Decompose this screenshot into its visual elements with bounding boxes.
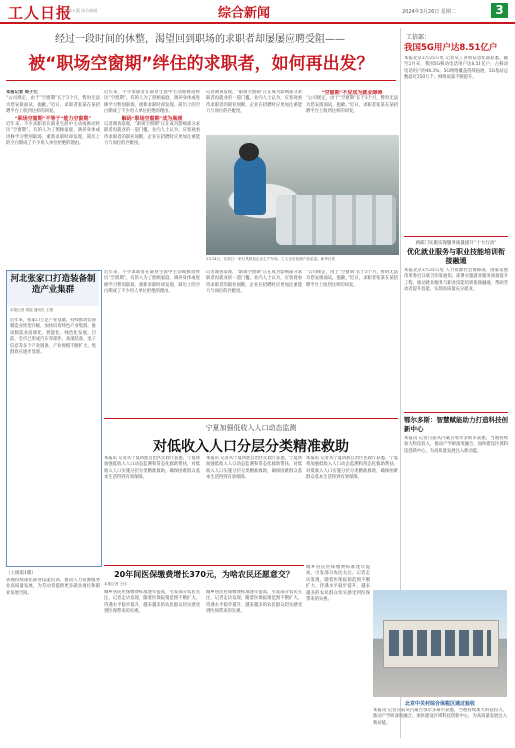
ningxia-column-1: 本报讯 记者从宁夏回族自治区民政厅获悉，宁夏将加强低收入人口动态监测和常态化救助帮扶，对低收入人口实施分层分类精准救助，确保困难群众基本生活得到有效保障。 xyxy=(104,456,200,481)
right-mid-headline: 优化就业服务与职业技能培训衔接融通 xyxy=(407,248,505,265)
factory-photo-caption: 3月24日，在浙江一家灯具制造企业生产车间，工人正在检测产品质量。新华社发 xyxy=(206,257,336,261)
bottom-left-headline: （上接第1版） xyxy=(6,571,36,576)
section-title: 综合新闻 xyxy=(218,6,271,21)
ningxia-column-2: 本报讯 记者从宁夏回族自治区民政厅获悉，宁夏将加强低收入人口动态监测和常态化救助帮扶，对低收入人口实施分层分类精准救助，确保困难群众基本生活得到有效保障。 xyxy=(206,456,302,481)
medicare-column-3: 城乡居民医保缴费标准逐年提高，引发部分农民关注。记者走访发现，随着医保报销范围不断扩大、待遇水平稳步提升，越来越多的农民群众切实感受到医保带来的实惠。 xyxy=(306,565,370,603)
building-photo-caption: 北京中关村综合保税区通过验收 xyxy=(404,701,475,707)
lead-byline: 本报记者 周子元 xyxy=(6,90,38,95)
lead-paragraph: “公司规定，由于“空窗期”长于3个月，暂时无法为您安排面试，抱歉。”近日，求职者张某在某招聘平台上收到这样的回复。 xyxy=(6,96,100,115)
ningxia-column-3: 本报讯 记者从宁夏回族自治区民政厅获悉，宁夏将加强低收入人口动态监测和常态化救助帮扶，对低收入人口实施分层分类精准救助，确保困难群众基本生活得到有效保障。 xyxy=(306,456,398,481)
logo-subtitle: 第五版 综合新闻 xyxy=(68,8,98,13)
lead-paragraph: 记者调查发现，“职场空窗期”正在成为影响部分求职者再就业的一道门槛。业内人士认为，应客观看待求职者的职业间断，企业在招聘时应更加注重能力与岗位的匹配度。 xyxy=(206,90,302,115)
building-photo-text: 本报讯 记者日前从内蒙古鄂尔多斯市获悉，当地持续加大科技投入，推动产学研深度融合，加快建设区域科技创新中心，为高质量发展注入新动能。 xyxy=(373,708,507,726)
lead-column-4 xyxy=(306,90,398,132)
lead-paragraph: 近年来，不少求职者在职业生涯中主动或被动经历“空窗期”。有的人为了照顾家庭、调养身体或进修学习暂别职场，重新求职时却发现，简历上的空白期成了不少用人单位拒绝的理由。 xyxy=(104,90,200,115)
lead-column-3 xyxy=(206,90,302,132)
hebei-byline: 本报记者 周振 通讯员 王娟 xyxy=(10,308,53,312)
right-divider-2 xyxy=(404,412,508,413)
worker-head xyxy=(239,143,259,161)
lead-continuation-1: 近年来，不少求职者在职业生涯中主动或被动经历“空窗期”。有的人为了照顾家庭、调养身体或进修学习暂别职场，重新求职时却发现，简历上的空白期成了不少用人单位拒绝的理由。 xyxy=(104,270,200,295)
lead-continuation-2: 记者调查发现，“职场空窗期”正在成为影响部分求职者再就业的一道门槛。业内人士认为，应客观看待求职者的职业间断，企业在招聘时应更加注重能力与岗位的匹配度。 xyxy=(206,270,302,295)
building-photo xyxy=(373,590,507,697)
lead-subheading: 解码“职场空窗期”成为瓶颈 xyxy=(121,115,183,122)
ningxia-headline: 对低收入人口分层分类精准救助 xyxy=(153,439,349,455)
lead-column-1 xyxy=(6,90,100,260)
bottom-left-text: 各地持续深化职业技能培训，推动人力资源服务业高质量发展，为劳动者提供更多就业岗位和职业发展空间。 xyxy=(6,578,100,596)
right-top-tag: 工信部： xyxy=(406,34,431,41)
medicare-divider xyxy=(104,565,304,566)
lead-paragraph: “公司规定，由于“空窗期”长于3个月，暂时无法为您安排面试，抱歉。”近日，求职者张某在某招聘平台上收到这样的回复。 xyxy=(306,96,398,115)
right-mid-kicker: 两部门实施实现服务质量提升“十大行动” xyxy=(415,241,497,246)
right-top-headline: 我国5G用户达8.51亿户 xyxy=(404,43,498,53)
medicare-byline: 本报记者 王伟 xyxy=(104,582,127,586)
hebei-headline: 河北张家口打造装备制造产业集群 xyxy=(10,274,96,295)
right-lower-text: 本报讯 记者日前从内蒙古鄂尔多斯市获悉，当地持续加大科技投入，推动产学研深度融合，加快建设区域科技创新中心，为高质量发展注入新动能。 xyxy=(404,436,508,454)
ningxia-kicker: 宁夏加强低收入人口动态监测 xyxy=(205,424,297,432)
lead-divider xyxy=(6,80,396,81)
lead-paragraph: 记者调查发现，“职场空窗期”正在成为影响部分求职者再就业的一道门槛。业内人士认为，应客观看待求职者的职业间断，企业在招聘时应更加注重能力与岗位的匹配度。 xyxy=(104,122,200,147)
right-mid-text: 本报北京3月25日电 人力资源社会保障部、国家发展改革委近日联合印发通知，部署实施就业服务质量提升工程，推动就业服务与职业技能培训衔接融通，帮助劳动者提升技能、实现高质量充分就业。 xyxy=(404,268,508,293)
hebei-text: 近年来，张家口立足产业基础，持续推动装备制造业转型升级，加快培育特色产业集群，推动制造业高端化、智能化、绿色化发展。目前，全市已形成汽车零部件、高端装备、电子信息等多个产业链条，产业规模不断扩大，集群效应逐步显现。 xyxy=(10,318,96,356)
newspaper-logo: 工人日报 xyxy=(8,4,73,22)
factory-photo xyxy=(206,135,399,255)
headlamp-products xyxy=(276,195,396,245)
lead-kicker: 经过一段时间的休整，渴望回到职场的求职者却屡屡应聘受阻—— xyxy=(55,34,345,45)
right-top-text: 本报北京3月25日电 记者从工业和信息化部获悉，截至2月末，我国5G移动电话用户达8.51亿户，占移动电话用户的48.3%。5G网络覆盖持续拓展，5G基站总数超过350万个，网络质量不断提升。 xyxy=(404,56,508,81)
right-lower-headline: 鄂尔多斯：智慧赋能助力打造科技创新中心 xyxy=(404,416,508,433)
lead-headline: 被“职场空窗期”绊住的求职者，如何再出发？ xyxy=(28,54,374,74)
lead-continuation-3: “公司规定，由于“空窗期”长于3个月，暂时无法为您安排面试，抱歉。”近日，求职者张某在某招聘平台上收到这样的回复。 xyxy=(306,270,398,288)
worker-figure xyxy=(234,155,266,215)
issue-date: 2024年3月26日 星期二 xyxy=(402,9,456,15)
medicare-column-2: 城乡居民医保缴费标准逐年提高，引发部分农民关注。记者走访发现，随着医保报销范围不断扩大、待遇水平稳步提升，越来越多的农民群众切实感受到医保带来的实惠。 xyxy=(206,590,302,615)
medicare-headline: 20年间医保缴费增长370元，为啥农民还愿意交？ xyxy=(114,570,294,579)
lead-subheading: “职场空窗期”不等于“能力空窗期” xyxy=(14,115,92,122)
building-windows xyxy=(389,630,491,656)
lead-column-2 xyxy=(104,90,200,260)
ningxia-divider xyxy=(104,418,398,419)
medicare-column-1: 城乡居民医保缴费标准逐年提高，引发部分农民关注。记者走访发现，随着医保报销范围不断扩大、待遇水平稳步提升，越来越多的农民群众切实感受到医保带来的实惠。 xyxy=(104,590,200,615)
right-divider-1 xyxy=(404,236,508,237)
lead-subheading: “空窗期”不应成为就业障碍 xyxy=(321,90,383,96)
page-number: 3 xyxy=(491,3,508,18)
lead-paragraph: 近年来，不少求职者在职业生涯中主动或被动经历“空窗期”。有的人为了照顾家庭、调养身体或进修学习暂别职场，重新求职时却发现，简历上的空白期成了不少用人单位拒绝的理由。 xyxy=(6,122,100,147)
